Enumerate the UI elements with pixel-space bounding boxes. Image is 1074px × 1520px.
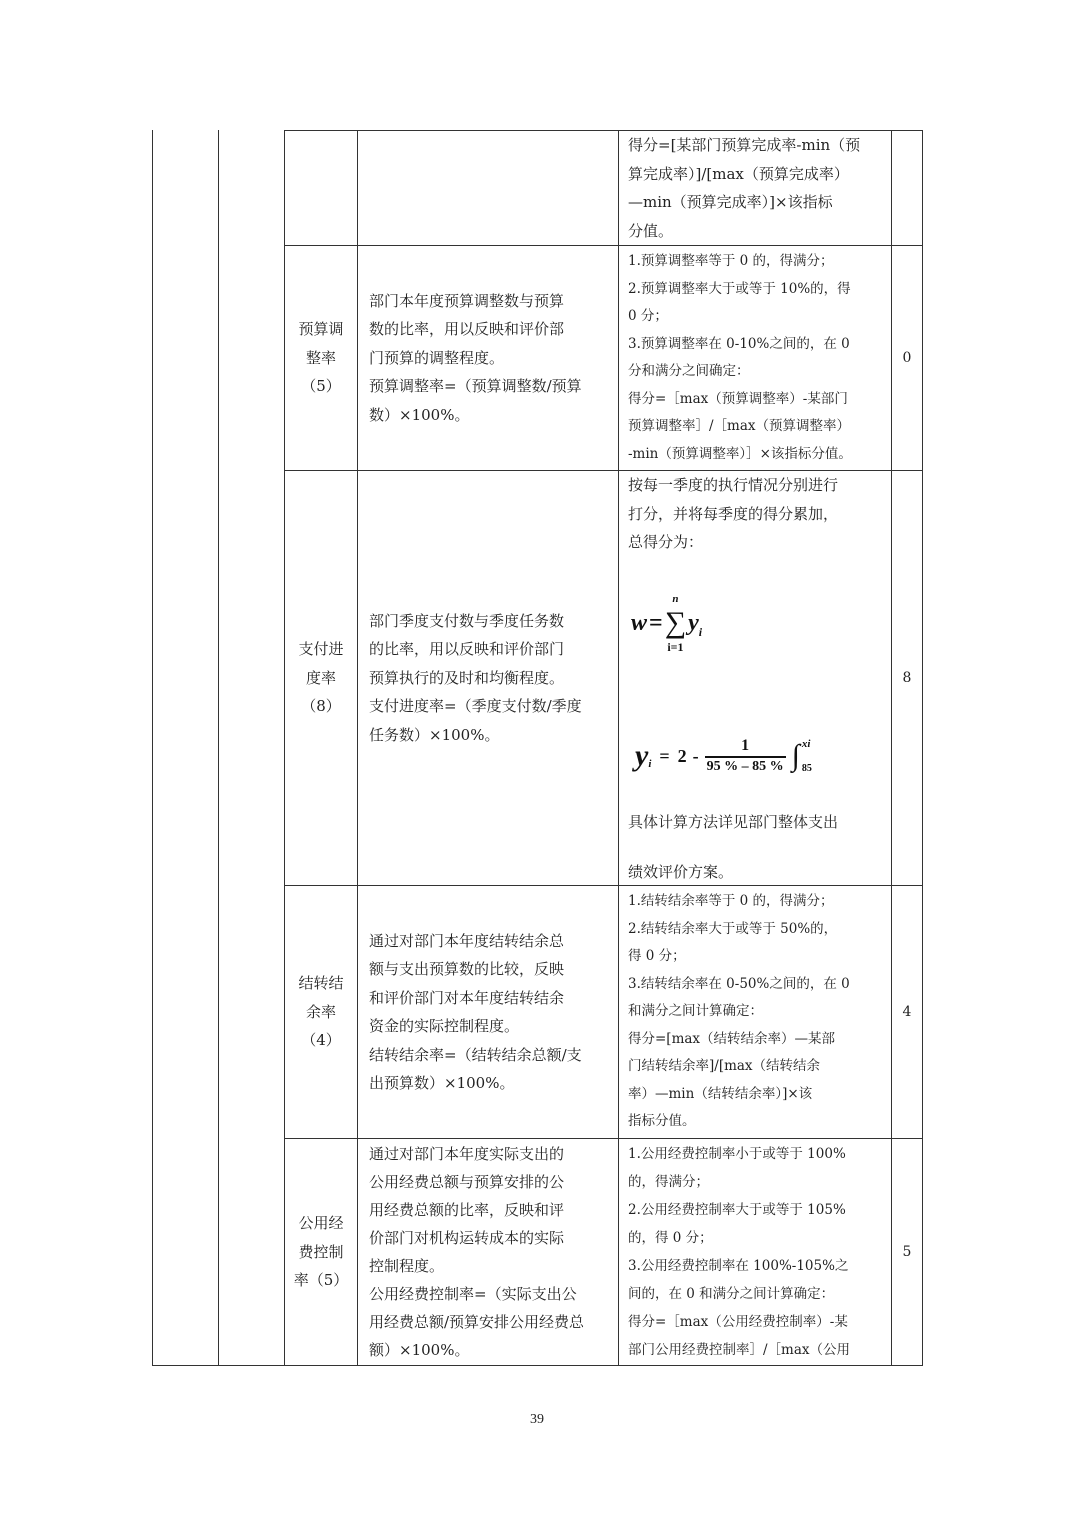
table-border [152,130,153,1366]
description-cell [358,1139,618,1365]
criteria-intro: 按每一季度的执行情况分别进行 打分，并将每季度的得分累加， 总得分为： [628,476,839,551]
formula-symbol: i=1 [667,639,684,654]
description-cell [358,246,618,470]
score-cell [892,471,922,885]
criteria-cell [619,886,891,1138]
score-cell [892,1139,922,1365]
indicator-name: 预算调 整率 （5） [298,320,344,396]
sum-formula [631,583,702,663]
description-cell [358,471,618,885]
description-text: 通过对部门本年度结转结余总 额与支出预算数的比较，反映 和评价部门对本年度结转结余 资金的实际控制程度。 结转结余率=（结转结余总额/支 出预算数）×100%。 [369,931,582,1092]
formula-symbol: n [672,592,679,605]
formula-symbol: 85 [801,762,815,774]
criteria-text: 1.公用经费控制率小于或等于 100% 的，得满分； 2.公用经费控制率大于或等于 105% 的，得 0 分； 3.公用经费控制率在 100%-105%之 间的，在 0 和满分之间计算确定： 得分=［max（公用经费控制率）-某 部门公用经费控制率］/［max（公用 [628,1146,851,1358]
formula-symbol: i [698,625,703,639]
formula-symbol: y [635,739,649,772]
formula-symbol: = [659,746,670,766]
indicator-name: 支付进 度率 （8） [298,640,344,716]
score-value: 0 [902,350,912,366]
table-border [152,1365,923,1366]
criteria-cell [619,131,891,245]
formula-symbol: xi [801,737,811,750]
indicator-name-cell [285,886,357,1138]
sum-operator [665,593,686,654]
criteria-text: 得分=[某部门预算完成率-min（预 算完成率）]/[max（预算完成率） —min（预算完成率）]×该指标 分值。 [628,136,861,240]
formula-symbol: w [631,610,648,636]
formula-symbol: 95 % – 85 % [706,759,784,774]
score-value: 4 [902,1004,912,1020]
description-cell [358,886,618,1138]
criteria-text: 1.结转结余率等于 0 的，得满分； 2.结转结余率大于或等于 50%的， 得 0 分； 3.结转结余率在 0-50%之间的，在 0 和满分之间计算确定： 得分=[max（结转结余率）—某部 门结转结余率]/[max（结转结余 率）—min（结转结余率）]×该 指标分值。 [628,893,850,1130]
criteria-cell [619,471,891,885]
formula-symbol: 1 [741,737,750,754]
formula-symbol: y [688,610,699,636]
criteria-text: 1.预算调整率等于 0 的，得满分； 2.预算调整率大于或等于 10%的，得 0 分； 3.预算调整率在 0-10%之间的，在 0 分和满分之间确定： 得分=［max（预算调整率）-某部门 预算调整率］/［max（预算调整率） -min（预算调整率）］×该指标分值。 [628,253,852,462]
table-border [218,130,219,1366]
formula-symbol: ∫ [791,739,800,772]
indicator-name-cell [285,471,357,885]
score-value: 8 [902,670,912,686]
score-cell [892,246,922,470]
table-border [922,130,923,1366]
indicator-name-cell [285,246,357,470]
description-text: 部门本年度预算调整数与预算 数的比率，用以反映和评价部 门预算的调整程度。 预算调整率=（预算调整数/预算 数）×100%。 [369,291,582,424]
fraction [705,736,786,776]
score-cell [892,886,922,1138]
indicator-name: 公用经 费控制 率（5） [293,1214,349,1290]
criteria-cell [619,246,891,470]
formula-symbol: 2 [677,746,687,766]
description-text: 通过对部门本年度实际支出的 公用经费总额与预算安排的公 用经费总额的比率，反映和评 价部门对机构运转成本的实际 控制程度。 公用经费控制率=（实际支出公 用经费总额/预算安排公用经费总 额）×100%。 [369,1145,585,1359]
indicator-name-cell [285,1139,357,1365]
indicator-name: 结转结 余率 （4） [298,974,344,1050]
description-text: 部门季度支付数与季度任务数 的比率，用以反映和评价部门 预算执行的及时和均衡程度。 支付进度率=（季度支付数/季度 任务数）×100%。 [369,611,582,744]
formula-symbol: = [649,610,663,636]
criteria-note: 绩效评价方案。 [628,863,734,881]
integral-limits [802,738,815,775]
integral-formula [635,723,814,789]
formula-symbol: i [648,757,652,770]
formula-symbol: ∑ [664,605,687,639]
score-value: 5 [902,1244,912,1260]
criteria-cell [619,1139,891,1365]
page-number: 39 [530,1412,544,1427]
criteria-note: 具体计算方法详见部门整体支出 [628,813,839,831]
formula-symbol: - [692,746,699,766]
